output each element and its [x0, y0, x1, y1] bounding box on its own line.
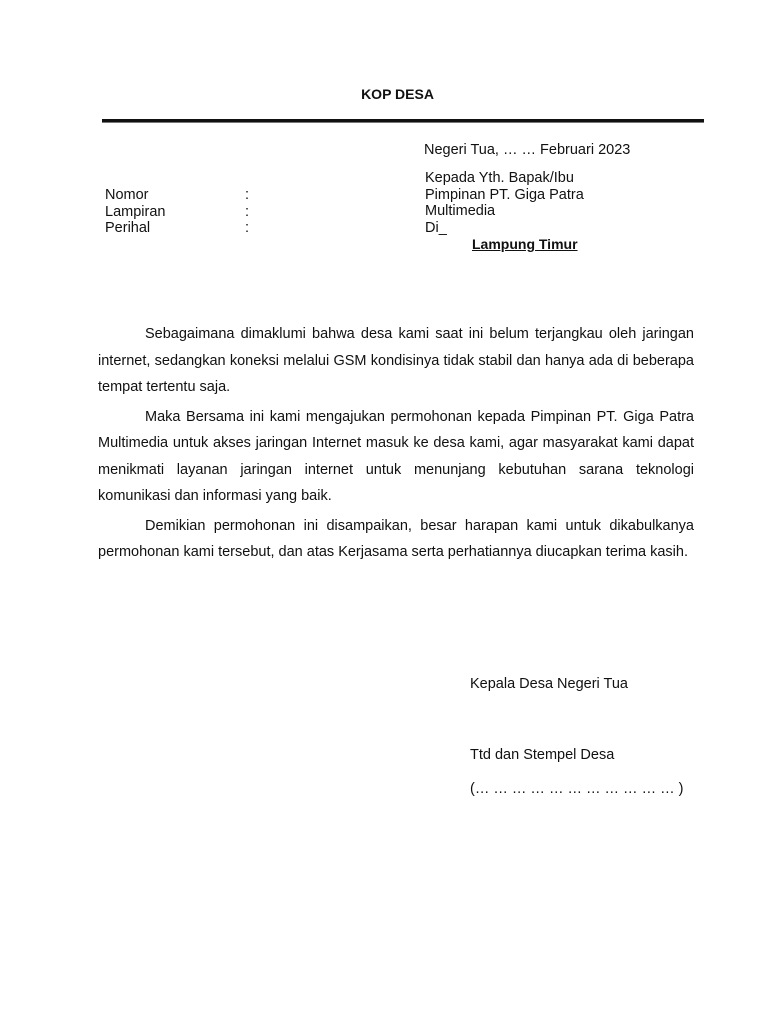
body-paragraph: Maka Bersama ini kami mengajukan permohonan kepada Pimpinan PT. Giga Patra Multimedia untuk akses jaringan Internet masuk ke desa kami, agar masyarakat kami dapat menikmati layanan jaringan internet untuk menunjang kebutuhan sarana teknologi komunikasi dan informasi yang baik.	[98, 408, 694, 504]
letter-date: Negeri Tua, … … Februari 2023	[424, 142, 631, 158]
addressee-line: Di_	[425, 219, 447, 236]
kop-title: KOP DESA	[361, 86, 434, 102]
meta-colon: :	[245, 187, 250, 203]
meta-label: Lampiran	[105, 203, 166, 220]
meta-label: Perihal	[105, 220, 151, 236]
signature-stamp: Ttd dan Stempel Desa	[470, 747, 615, 763]
signature-name: (… … … … … … … … … … … )	[470, 781, 684, 797]
addressee-line: Kepada Yth. Bapak/Ibu	[425, 170, 574, 186]
addressee-city: Lampung Timur	[472, 236, 578, 252]
meta-row-nomor	[105, 187, 265, 204]
body-paragraph: Demikian permohonan ini disampaikan, besar harapan kami untuk dikabulkanya permohonan kami tersebut, dan atas Kerjasama serta perhatiannya diucapkan terima kasih.	[98, 517, 694, 560]
meta-label: Nomor	[105, 187, 149, 203]
addressee-line: Multimedia	[425, 203, 496, 219]
meta-row-lampiran	[105, 204, 265, 221]
addressee-block	[425, 170, 584, 236]
letter-body	[98, 321, 694, 569]
letter-meta	[105, 187, 265, 237]
kop-divider	[102, 119, 704, 123]
body-paragraph: Sebagaimana dimaklumi bahwa desa kami saat ini belum terjangkau oleh jaringan internet, sedangkan koneksi melalui GSM kondisinya tidak stabil dan hanya ada di beberapa tempat tertentu saja.	[98, 326, 694, 395]
meta-colon: :	[245, 220, 250, 236]
signature-title: Kepala Desa Negeri Tua	[470, 676, 628, 692]
addressee-line: Pimpinan PT. Giga Patra	[425, 186, 584, 203]
meta-row-perihal	[105, 220, 265, 237]
meta-colon: :	[245, 203, 250, 220]
